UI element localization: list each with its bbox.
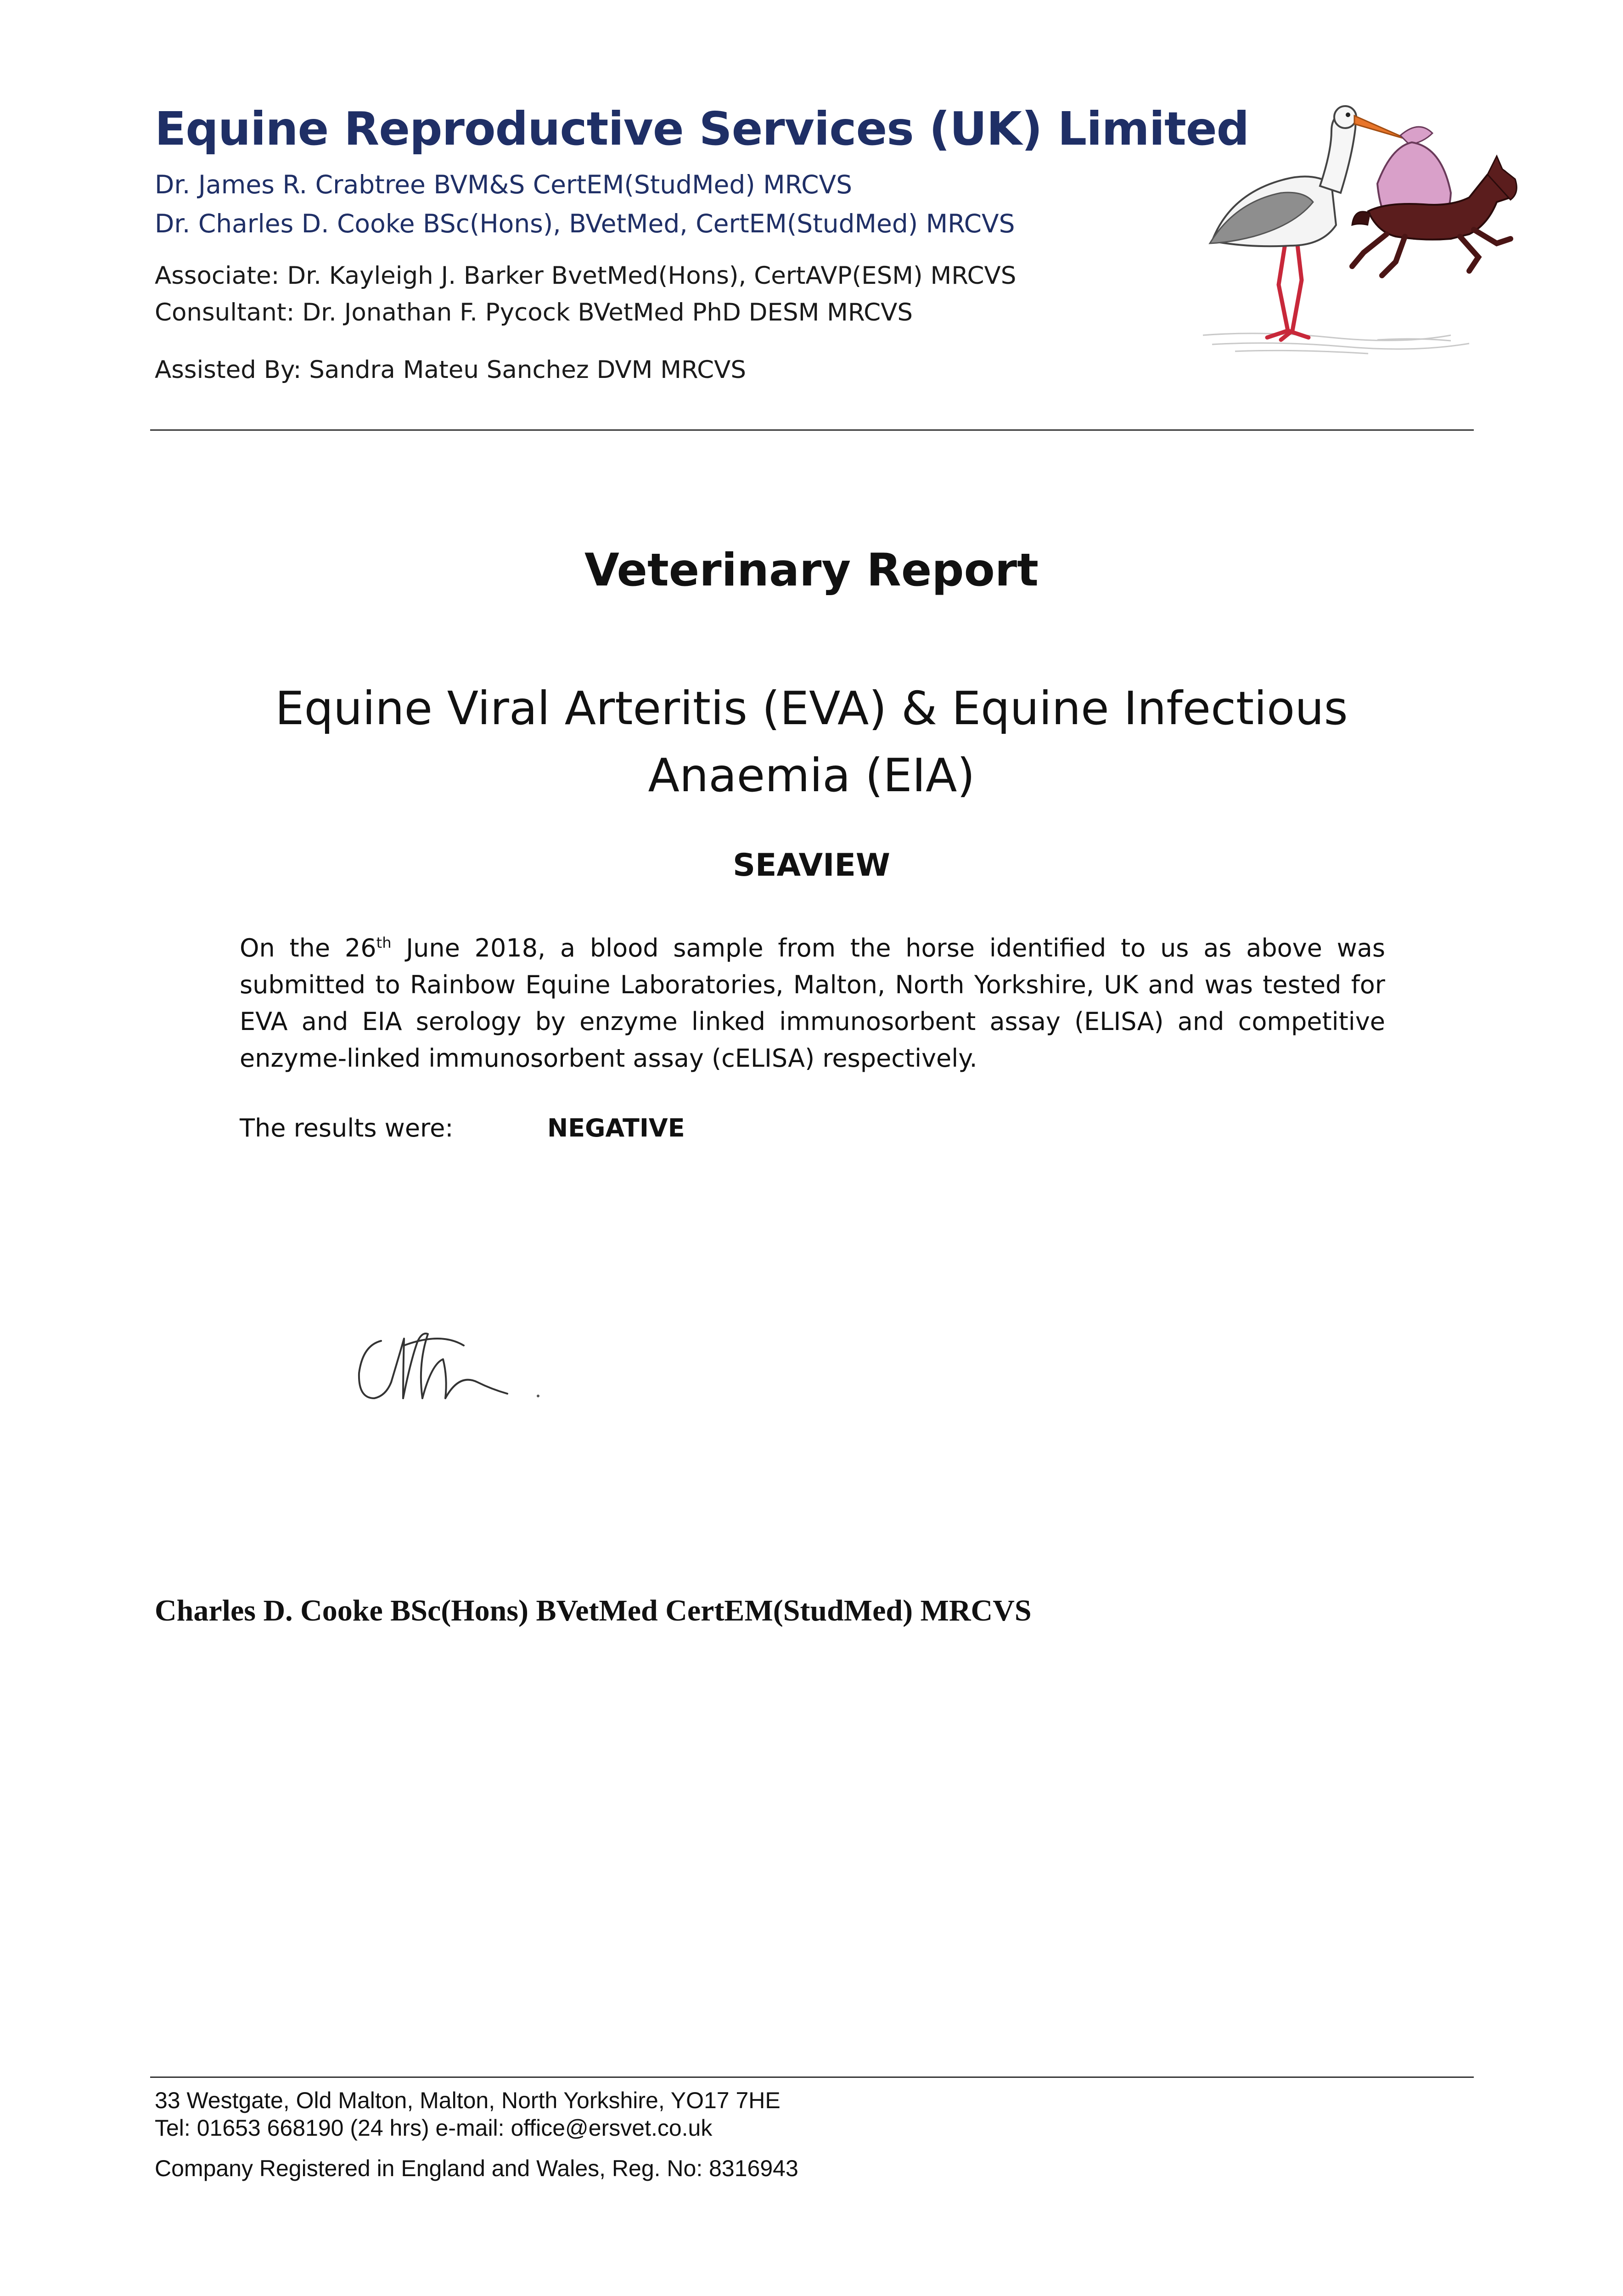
consultant-line: Consultant: Dr. Jonathan F. Pycock BVetMed PhD DESM MRCVS [155, 298, 913, 326]
header-divider [150, 429, 1474, 431]
stork-legs [1267, 241, 1309, 340]
report-subject: Equine Viral Arteritis (EVA) & Equine Infectious Anaemia (EIA) [275, 681, 1348, 802]
results-value: NEGATIVE [547, 1114, 685, 1142]
stork-eye [1346, 113, 1350, 117]
stork-carrying-foal-logo [1194, 87, 1543, 363]
director-1: Dr. James R. Crabtree BVM&S CertEM(StudMed) MRCVS [155, 170, 853, 199]
report-title: Veterinary Report [584, 544, 1039, 597]
results-label: The results were: [240, 1114, 454, 1142]
associate-line: Associate: Dr. Kayleigh J. Barker BvetMed(Hons), CertAVP(ESM) MRCVS [155, 262, 1016, 290]
report-paragraph [240, 930, 1385, 1077]
company-name: Equine Reproductive Services (UK) Limited [155, 102, 1249, 156]
footer-registration: Company Registered in England and Wales, Reg. No: 8316943 [155, 2155, 798, 2181]
footer-contact: Tel: 01653 668190 (24 hrs) e-mail: office@ersvet.co.uk [155, 2115, 713, 2141]
footer-address: 33 Westgate, Old Malton, Malton, North Yorkshire, YO17 7HE [155, 2088, 781, 2113]
footer-divider [150, 2077, 1474, 2078]
signatory-name: Charles D. Cooke BSc(Hons) BVetMed CertEM(StudMed) MRCVS [155, 1594, 1032, 1627]
bundle-knot [1400, 127, 1432, 145]
paragraph-date-day: On the 26 [240, 934, 376, 962]
paragraph-date-suffix: th [376, 934, 392, 951]
foal-tail [1352, 212, 1370, 225]
director-2: Dr. Charles D. Cooke BSc(Hons), BVetMed, CertEM(StudMed) MRCVS [155, 209, 1015, 238]
stork-head [1334, 106, 1356, 128]
handwritten-signature [349, 1313, 569, 1414]
assisted-by-line: Assisted By: Sandra Mateu Sanchez DVM MRCVS [155, 356, 747, 384]
ground-sketch [1203, 333, 1469, 354]
horse-name: SEAVIEW [733, 847, 890, 884]
paragraph-body: June 2018, a blood sample from the horse identified to us as above was submitted to Rainbow Equine Laboratories, Malton, North Yorkshire, UK and was tested for EVA and EIA serology by enzyme linked immunosorbent assay (ELISA) and competitive enzyme-linked immunosorbent assay (cELISA) respectively. [240, 934, 1385, 1073]
